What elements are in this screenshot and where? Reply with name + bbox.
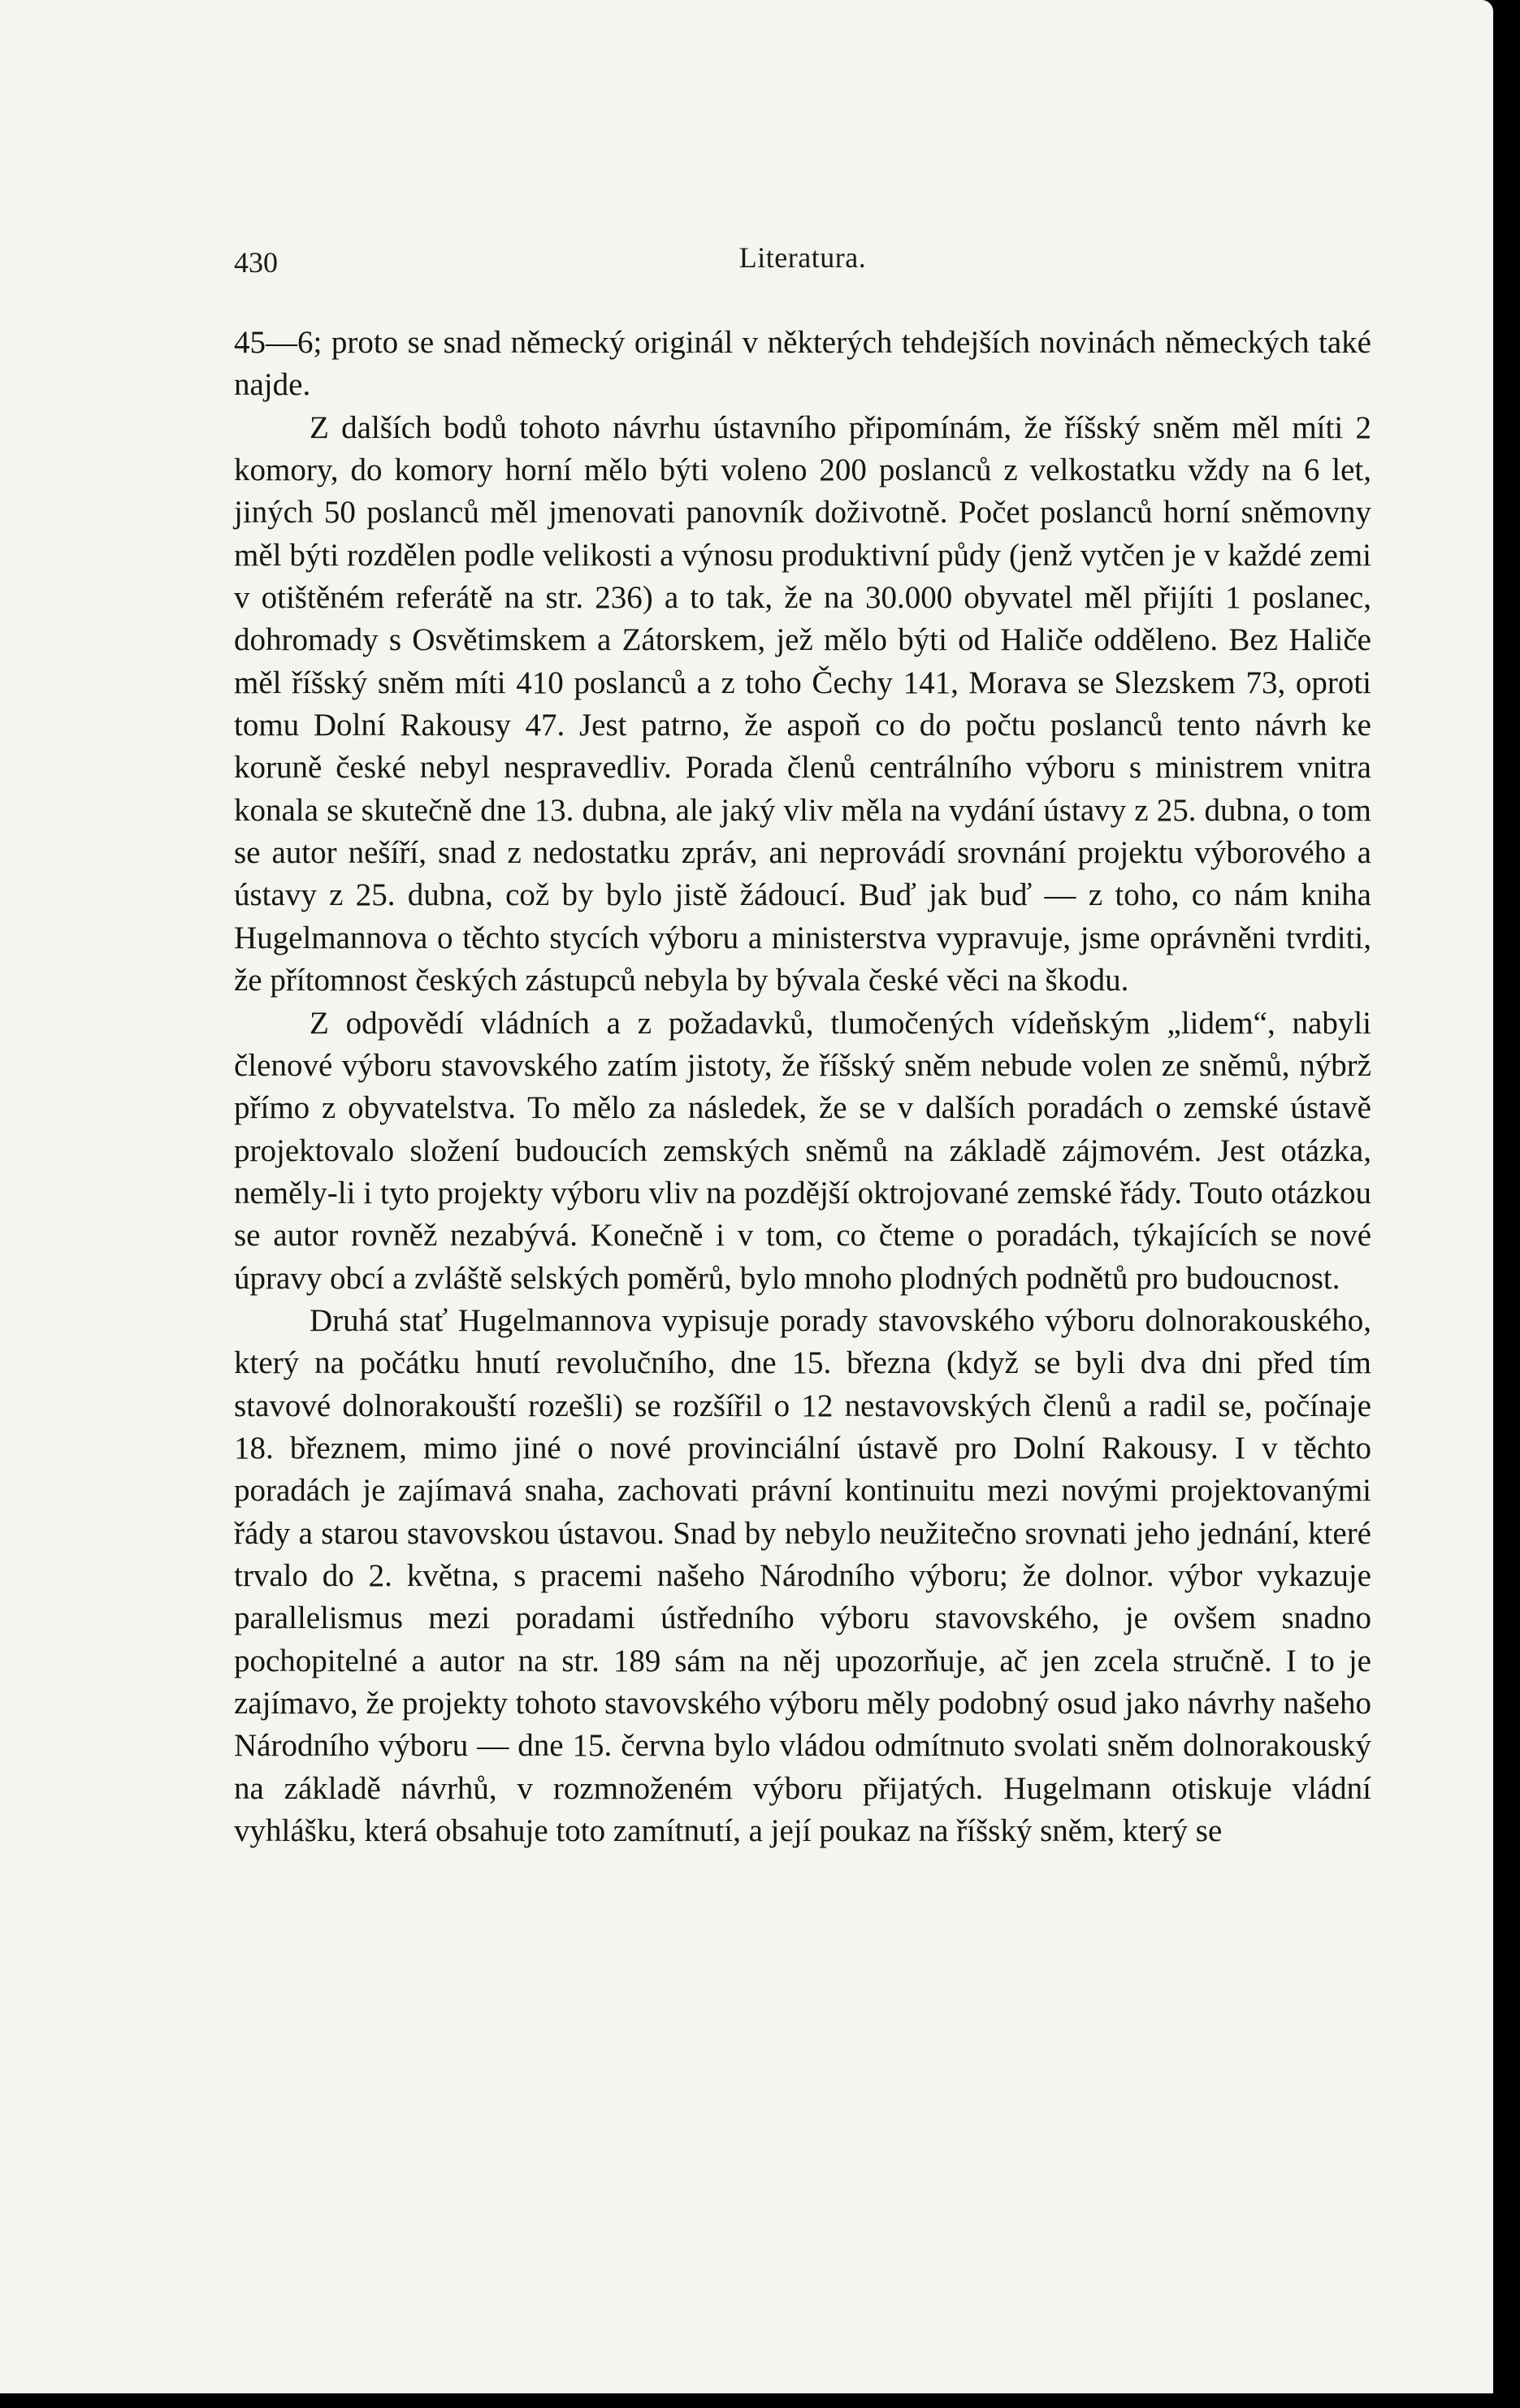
running-title: Literatura.	[738, 241, 867, 274]
page-number: 430	[234, 246, 278, 279]
page-header	[234, 240, 1371, 279]
paragraph-second-study: Druhá stať Hugelmannova vypisuje porady stavovského výboru dolnorakouského, který na počátku hnutí revolučního, dne 15. března (když se byli dva dni před tím stavové dolnorakouští rozešli) se rozšířil o 12 nestavovských členů a radil se, počínaje 18. březnem, mimo jiné o nové provinciální ústavě pro Dolní Rakousy. I v těchto poradách je zajímavá snaha, zachovati právní kontinuitu mezi novými projektovanými řády a starou stavovskou ústavou. Snad by nebylo neužitečno srovnati jeho jednání, které trvalo do 2. května, s pracemi našeho Národního výboru; že dolnor. výbor vykazuje parallelismus mezi poradami ústředního výboru stavovského, je ovšem snadno pochopitelné a autor na str. 189 sám na něj upozorňuje, ač jen zcela stručně. I to je zajímavo, že projekty tohoto stavovského výboru měly podobný osud jako návrhy našeho Národního výboru — dne 15. června bylo vládou odmítnuto svolati sněm dolnorakouský na základě návrhů, v rozmnoženém výboru přijatých. Hugelmann otiskuje vládní vyhlášku, která obsahuje toto zamítnutí, a její poukaz na říšský sněm, který se	[234, 1302, 1371, 1849]
paragraph-government-responses: Z odpovědí vládních a z požadavků, tlumočených vídeňským „lidem“, nabyli členové výboru stavovského zatím jistoty, že říšský sněm nebude volen ze sněmů, nýbrž přímo z obyvatelstva. To mělo za následek, že se v dalších poradách o zemské ústavě projektovalo složení budoucích zemských sněmů na základě zájmovém. Jest otázka, neměly-li i tyto projekty výboru vliv na pozdější oktrojované zemské řády. Touto otázkou se autor rovněž nezabývá. Konečně i v tom, co čteme o poradách, týkajících se nové úpravy obcí a zvláště selských poměrů, bylo mnoho plodných podnětů pro budoucnost.	[234, 1005, 1371, 1296]
paragraph-constitution-draft: Z dalších bodů tohoto návrhu ústavního připomínám, že říšský sněm měl míti 2 komory, do komory horní mělo býti voleno 200 poslanců z velkostatku vždy na 6 let, jiných 50 poslanců měl jmenovati panovník doživotně. Počet poslanců horní sněmovny měl býti rozdělen podle velikosti a výnosu produktivní půdy (jenž vytčen je v každé zemi v otištěném referátě na str. 236) a to tak, že na 30.000 obyvatel měl přijíti 1 poslanec, dohromady s Osvětimskem a Zátorskem, jež mělo býti od Haliče odděleno. Bez Haliče měl říšský sněm míti 410 poslanců a z toho Čechy 141, Morava se Slezskem 73, oproti tomu Dolní Rakousy 47. Jest patrno, že aspoň co do počtu poslanců tento návrh ke koruně české nebyl nespravedliv. Porada členů centrálního výboru s ministrem vnitra konala se skutečně dne 13. dubna, ale jaký vliv měla na vydání ústavy z 25. dubna, o tom se autor nešíří, snad z nedostatku zpráv, ani neprovádí srovnání projektu výborového a ústavy z 25. dubna, což by bylo jistě žádoucí. Buď jak buď — z toho, co nám kniha Hugelmannova o těchto stycích výboru a ministerstva vypravuje, jsme oprávněni tvrditi, že přítomnost českých zástupců nebyla by bývala české věci na škodu.	[234, 409, 1371, 998]
paragraph-continuation: 45—6; proto se snad německý originál v některých tehdejších novinách německých také najde.	[234, 325, 1371, 403]
body-text	[234, 322, 1371, 1852]
